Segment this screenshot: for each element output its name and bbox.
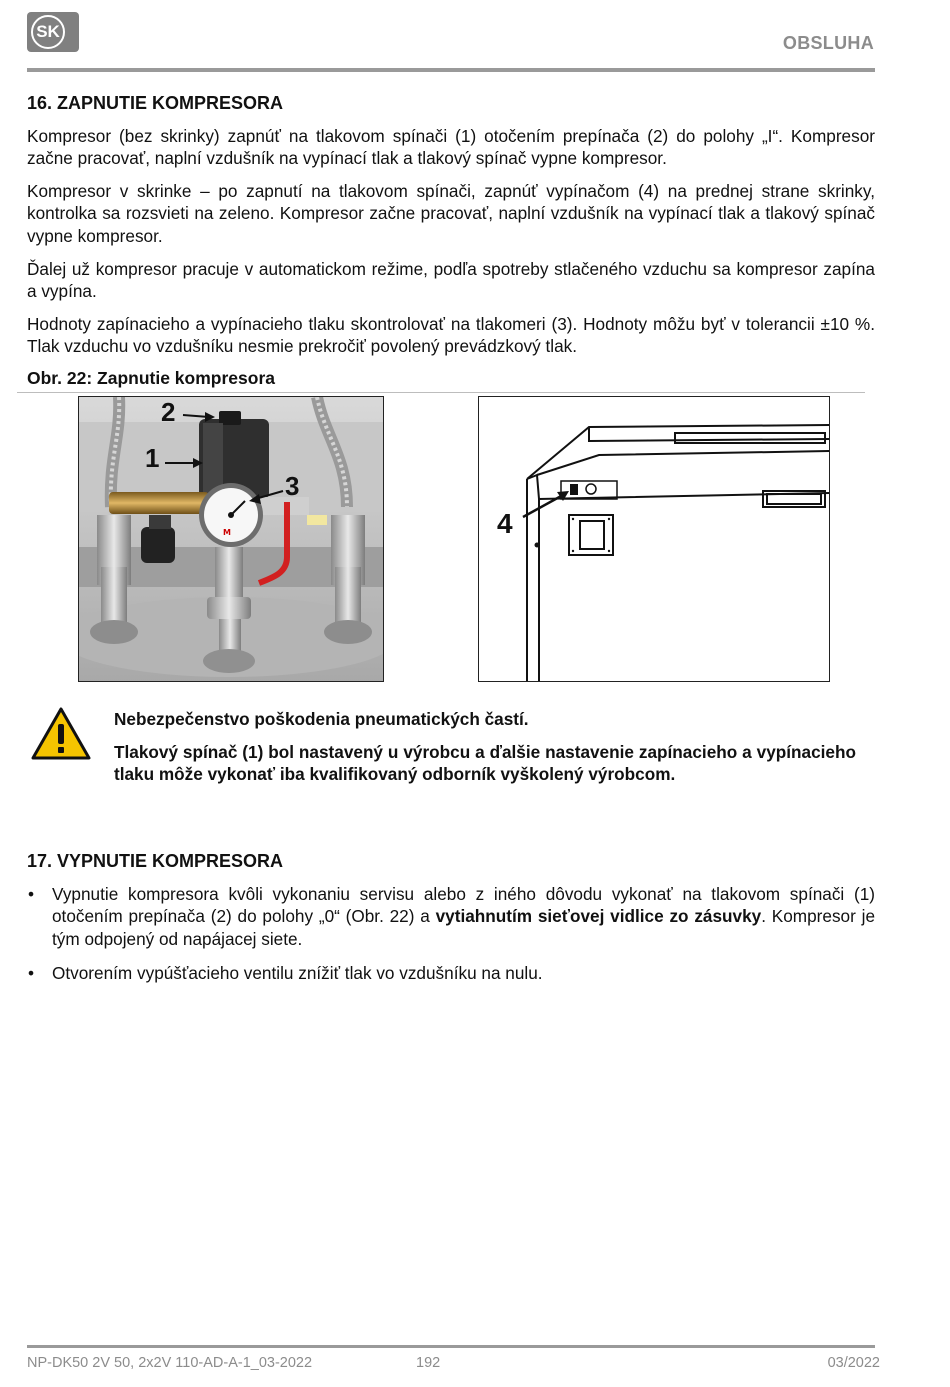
section-17-heading: 17. VYPNUTIE KOMPRESORA (27, 851, 284, 871)
drawing-label-4: 4 (497, 508, 513, 539)
figure-divider (17, 392, 865, 393)
language-code: SK (36, 22, 60, 41)
section-17 (27, 850, 875, 997)
bullet-1-text: Vypnutie kompresora kvôli vykonaniu servisu alebo z iného dôvodu vykonať na tlakovom spínači (1) otočením prepínača (2) do polohy „0“ (Obr. 22) a (52, 883, 875, 927)
list-item (27, 883, 875, 951)
section-16-heading: 16. ZAPNUTIE KOMPRESORA (27, 93, 284, 113)
warning-block (114, 708, 856, 796)
footer-doc-id: NP-DK50 2V 50, 2x2V 110-AD-A-1_03-2022 (27, 1355, 313, 1371)
photo-label-3: 3 (285, 471, 300, 501)
footer-date: 03/2022 (827, 1355, 880, 1371)
list-item (27, 962, 875, 985)
warning-triangle-icon (30, 706, 92, 762)
paragraph-4: Hodnoty zapínacieho a vypínacieho tlaku skontrolovať na tlakomeri (3). Hodnoty môžu byť v tolerancii ±10 %. Tlak vzduchu vo vzdušníku nesmie prekročiť povolený prevádzkový tlak. (27, 313, 875, 357)
bullet-icon: • (28, 883, 35, 904)
bullet-1-end: . Kompresor je tým odpojený od napájacej siete. (52, 906, 876, 949)
photo-label-1: 1 (145, 443, 160, 473)
footer-divider (27, 1345, 875, 1348)
paragraph-2: Kompresor v skrinke – po zapnutí na tlakovom spínači, zapnúť vypínačom (4) na prednej strane skrinky, kontrolka sa rozsvieti na zeleno. Kompresor začne pracovať, naplní vzdušník na vypínací tlak a tlakový spínač vypne kompresor. (27, 180, 875, 246)
bullet-icon: • (28, 963, 35, 984)
cabinet-illustration (479, 397, 830, 682)
footer-page-number: 192 (416, 1355, 441, 1371)
pressure-switch-photo (78, 396, 384, 682)
warning-title: Nebezpečenstvo poškodenia pneumatických častí. (114, 709, 529, 729)
bullet-2-text: Otvorením vypúšťacieho ventilu znížiť tlak vo vzdušníku na nulu. (52, 963, 543, 984)
photo-label-2: 2 (161, 397, 176, 427)
pressure-switch-illustration (79, 397, 384, 682)
cabinet-switch-drawing (478, 396, 830, 682)
paragraph-1: Kompresor (bez skrinky) zapnúť na tlakovom spínači (1) otočením prepínača (2) do polohy „I“. Kompresor začne pracovať, naplní vzdušník na vypínací tlak a tlakový spínač vypne kompresor. (27, 125, 875, 169)
language-badge (27, 12, 79, 52)
section-label: OBSLUHA (782, 33, 874, 53)
paragraph-3: Ďalej už kompresor pracuje v automatickom režime, podľa spotreby stlačeného vzduchu sa kompresor zapína a vypína. (27, 258, 875, 302)
section-16 (27, 92, 875, 390)
header-divider (27, 68, 875, 72)
figure-caption: Obr. 22: Zapnutie kompresora (27, 367, 275, 388)
bullet-1-bold: vytiahnutím sieťovej vidlice zo zásuvky (435, 906, 762, 927)
warning-body: Tlakový spínač (1) bol nastavený u výrobcu a ďalšie nastavenie zapínacieho a vypínacieho tlaku môže vykonať iba kvalifikovaný odborník vyškolený výrobcom. (114, 741, 856, 785)
svg-text:M: M (223, 528, 231, 537)
